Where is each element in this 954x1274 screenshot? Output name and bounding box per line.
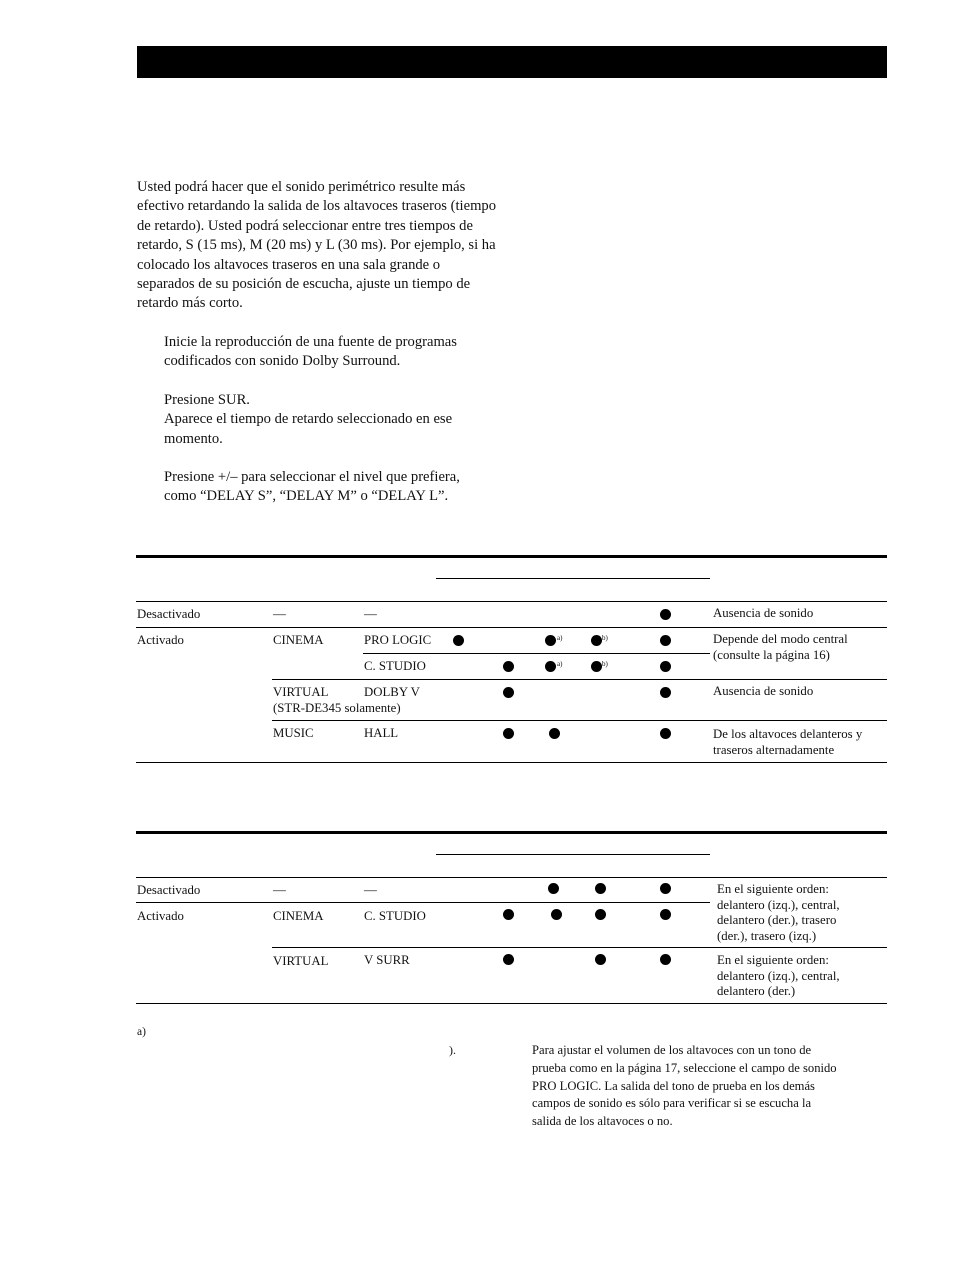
bullet-mark [549, 728, 560, 739]
table-2-cell: C. STUDIO [364, 909, 426, 923]
bullet-mark [595, 883, 606, 894]
table-2-group-rule [436, 854, 710, 855]
cell-line: (STR-DE345 solamente) [273, 700, 401, 715]
desc-line: traseros alternadamente [713, 742, 835, 757]
desc-line: (der.), trasero (izq.) [717, 928, 817, 943]
table-1-sub-rule [363, 653, 710, 654]
note-line: campos de sonido es sólo para verificar si se escucha la [532, 1096, 812, 1111]
bullet-mark [503, 909, 514, 920]
table-2-desc [717, 953, 840, 1000]
table-1-cell: MUSIC [273, 726, 314, 740]
bullet-mark [545, 635, 556, 646]
step-3-line: como “DELAY S”, “DELAY M” o “DELAY L”. [164, 488, 449, 505]
step-2-line: Presione SUR. [164, 392, 250, 408]
desc-line: De los altavoces delanteros y [713, 727, 863, 741]
table-1-desc: Ausencia de sonido [713, 684, 814, 698]
table-2-cell: VIRTUAL [273, 954, 329, 968]
bullet-mark [548, 883, 559, 894]
table-2-desc [717, 882, 840, 944]
step-1-line: Inicie la reproducción de una fuente de programas [164, 334, 457, 350]
table-1-desc: Ausencia de sonido [713, 606, 814, 620]
bullet-mark [660, 954, 671, 965]
table-2-row-rule [136, 902, 710, 903]
section-header-bar [137, 46, 887, 78]
desc-line: delantero (izq.), central, [717, 897, 840, 912]
table-2-bottom-rule [136, 1003, 887, 1004]
table-1-cell: Desactivado [137, 607, 201, 621]
note-line: salida de los altavoces o no. [532, 1114, 673, 1129]
table-1-row-rule [272, 720, 887, 721]
table-1-cell: Activado [137, 633, 184, 647]
step-2 [164, 391, 504, 449]
desc-line: En el siguiente orden: [717, 953, 829, 967]
bullet-mark [660, 687, 671, 698]
bullet-mark [660, 883, 671, 894]
bullet-mark [551, 909, 562, 920]
table-1-cell: DOLBY V [364, 685, 420, 699]
cell-line: VIRTUAL [273, 685, 329, 699]
desc-line: delantero (izq.), central, [717, 968, 840, 983]
table-1-cell: CINEMA [273, 633, 324, 647]
table-2-cell: V SURR [364, 953, 410, 967]
step-1 [164, 333, 504, 372]
note-paragraph [532, 1042, 887, 1131]
intro-paragraph: Usted podrá hacer que el sonido perimétrico resulte más efectivo retardando la salida de los altavoces traseros (tiempo de retardo). Usted podrá seleccionar entre tres tiempos de retardo, S (15 ms), M (20 ms) y L (30 ms). Por ejemplo, si ha colocado los altavoces traseros en una sala grande o separados de su posición de escucha, ajuste un tiempo de retardo más corto. [137, 179, 497, 312]
step-3 [164, 468, 504, 507]
bullet-mark [503, 728, 514, 739]
note-line: PRO LOGIC. La salida del tono de prueba en los demás [532, 1078, 815, 1093]
table-1-cell: PRO LOGIC [364, 633, 432, 647]
bullet-mark [595, 954, 606, 965]
table-1-header-rule [136, 601, 887, 602]
table-2-top-rule [136, 831, 887, 834]
footnote-tail: ). [449, 1043, 456, 1057]
bullet-mark [545, 661, 556, 672]
superscript-a: a) [557, 660, 563, 668]
bullet-mark [453, 635, 464, 646]
footnote-a-marker: a) [137, 1026, 146, 1038]
table-1-top-rule [136, 555, 887, 558]
step-2-line: momento. [164, 430, 223, 447]
bullet-mark [591, 635, 602, 646]
desc-line: (consulte la página 16) [713, 647, 830, 662]
table-2-cell: Desactivado [137, 883, 201, 897]
table-2-cell: CINEMA [273, 909, 324, 923]
note-line: prueba como en la página 17, seleccione el campo de sonido [532, 1060, 837, 1075]
table-2-cell: — [273, 883, 286, 897]
desc-line: delantero (der.) [717, 984, 796, 998]
table-1-desc [713, 727, 862, 758]
bullet-mark [660, 635, 671, 646]
superscript-b: b) [602, 660, 608, 668]
bullet-mark [660, 609, 671, 620]
table-2-cell: Activado [137, 909, 184, 923]
note-line: Para ajustar el volumen de los altavoces con un tono de [532, 1043, 812, 1057]
table-1-bottom-rule [136, 762, 887, 763]
bullet-mark [595, 909, 606, 920]
table-1-cell: C. STUDIO [364, 659, 426, 673]
bullet-mark [503, 687, 514, 698]
bullet-mark [591, 661, 602, 672]
table-2-cell: — [364, 883, 377, 897]
table-1-row-rule [136, 627, 887, 628]
table-1-cell: — [364, 607, 377, 621]
table-1-group-rule [436, 578, 710, 579]
table-1-row-rule [272, 679, 887, 680]
bullet-mark [503, 954, 514, 965]
table-2-row-rule [272, 947, 887, 948]
superscript-b: b) [602, 634, 608, 642]
step-2-line: Aparece el tiempo de retardo seleccionado en ese [164, 411, 453, 428]
table-2-header-rule [136, 877, 887, 878]
bullet-mark [660, 909, 671, 920]
table-1-cell: HALL [364, 726, 399, 740]
bullet-mark [660, 661, 671, 672]
table-1-desc [713, 632, 848, 663]
bullet-mark [503, 661, 514, 672]
table-1-cell: — [273, 607, 286, 621]
superscript-a: a) [557, 634, 563, 642]
desc-line: delantero (der.), trasero [717, 913, 837, 927]
desc-line: En el siguiente orden: [717, 882, 829, 896]
desc-line: Depende del modo central [713, 632, 848, 646]
step-3-line: Presione +/– para seleccionar el nivel que prefiera, [164, 469, 460, 485]
bullet-mark [660, 728, 671, 739]
step-1-line: codificados con sonido Dolby Surround. [164, 353, 401, 370]
